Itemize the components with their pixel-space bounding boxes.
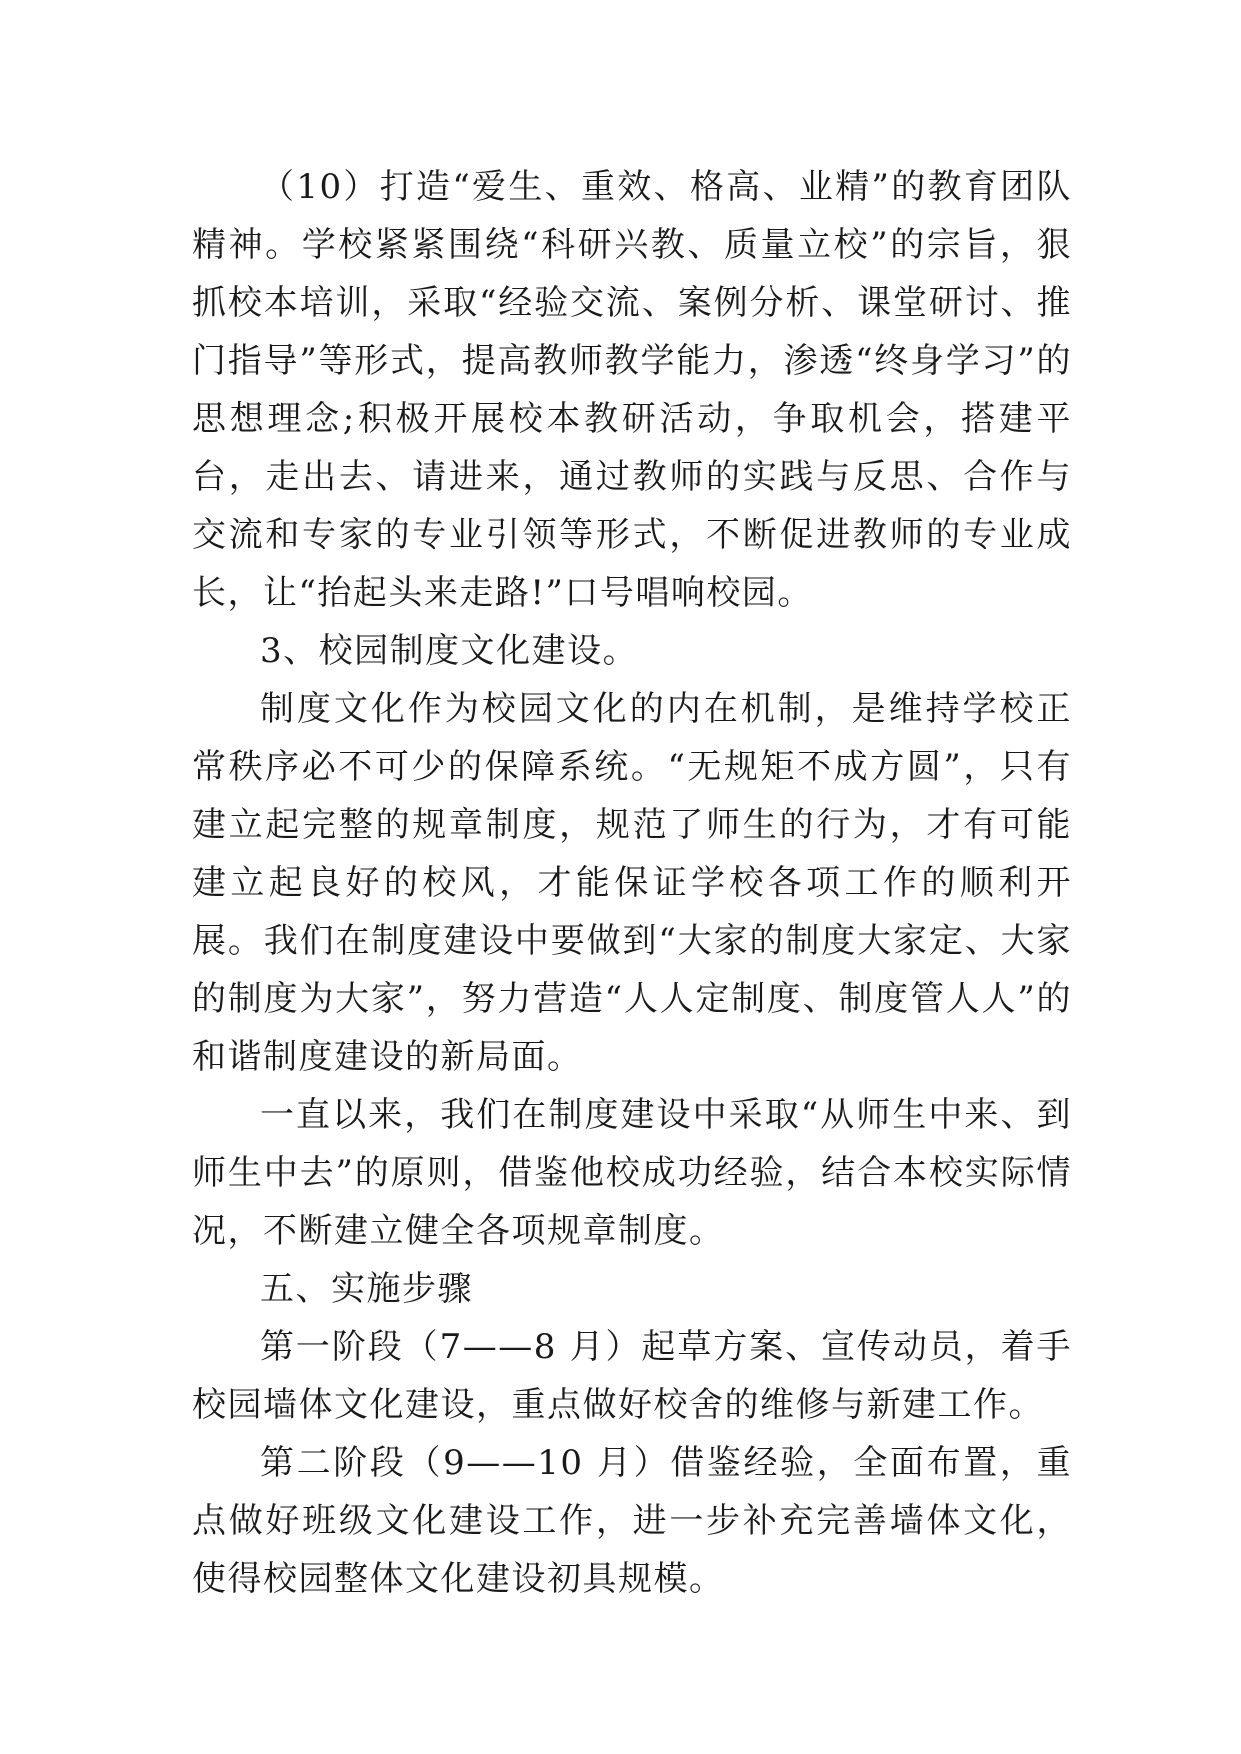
section-heading-implementation-steps: 五、实施步骤 xyxy=(260,1269,473,1309)
paragraph-stage-one: 第一阶段（7——8 月）起草方案、宣传动员，着手校园墙体文化建设，重点做好校舍的维修与新建工作。 xyxy=(192,1327,1072,1425)
paragraph-institution-building-principle: 一直以来，我们在制度建设中采取“从师生中来、到师生中去”的原则，借鉴他校成功经验，结合本校实际情况，不断建立健全各项规章制度。 xyxy=(192,1095,1072,1251)
section-heading-institutional-culture: 3、校园制度文化建设。 xyxy=(260,631,639,671)
paragraph-team-spirit: （10）打造“爱生、重效、格高、业精”的教育团队精神。学校紧紧围绕“科研兴教、质量立校”的宗旨，狠抓校本培训，采取“经验交流、案例分析、课堂研讨、推门指导”等形式，提高教师教学能力，渗透“终身学习”的思想理念;积极开展校本教研活动，争取机会，搭建平台，走出去、请进来，通过教师的实践与反思、合作与交流和专家的专业引领等形式，不断促进教师的专业成长，让“抬起头来走路!”口号唱响校园。 xyxy=(192,167,1072,613)
paragraph-institutional-culture: 制度文化作为校园文化的内在机制，是维持学校正常秩序必不可少的保障系统。“无规矩不成方圆”，只有建立起完整的规章制度，规范了师生的行为，才有可能建立起良好的校风，才能保证学校各项工作的顺利开展。我们在制度建设中要做到“大家的制度大家定、大家的制度为大家”，努力营造“人人定制度、制度管人人”的和谐制度建设的新局面。 xyxy=(192,689,1072,1077)
document-body xyxy=(192,158,1072,1608)
paragraph-stage-two: 第二阶段（9——10 月）借鉴经验，全面布置，重点做好班级文化建设工作，进一步补充完善墙体文化，使得校园整体文化建设初具规模。 xyxy=(192,1443,1072,1599)
